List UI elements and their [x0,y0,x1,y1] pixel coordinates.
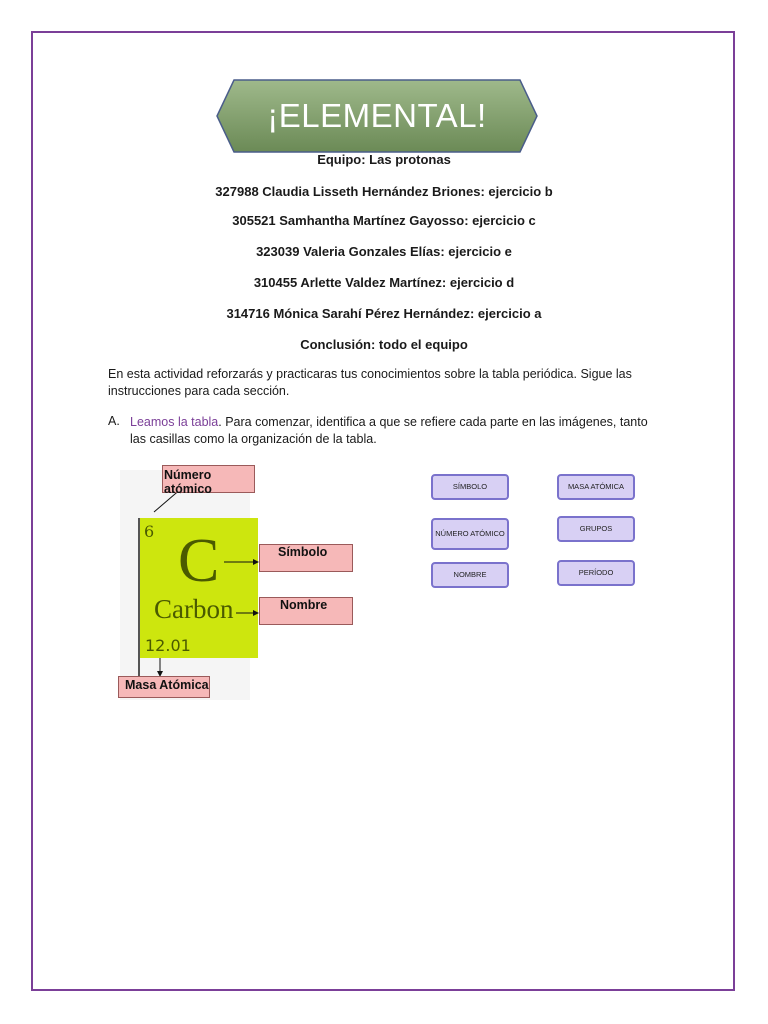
label-atomic-number: Número atómico [162,465,255,493]
element-name: Carbon [154,594,234,624]
page-title: ¡ELEMENTAL! [267,97,487,134]
section-a-text: las casillas como la organización de la tabla. [130,432,377,446]
section-a-text: . Para comenzar, identifica a que se refiere cada parte en las imágenes, tanto [218,415,648,429]
label-name: Nombre [259,597,353,625]
label-symbol: Símbolo [259,544,353,572]
intro-line: En esta actividad reforzarás y practicaras tus conocimientos sobre la tabla periódica. Sigue las [108,367,632,381]
conclusion-line: Conclusión: todo el equipo [300,337,468,352]
element-mass: 12.01 [145,636,191,655]
member-line: 323039 Valeria Gonzales Elías: ejercicio e [256,244,512,259]
section-a-heading: Leamos la tabla [130,415,219,429]
member-line: 314716 Mónica Sarahí Pérez Hernández: ejercicio a [226,306,542,321]
member-line: 310455 Arlette Valdez Martínez: ejercicio d [253,275,515,290]
member-line: 305521 Samhantha Martínez Gayosso: ejercicio c [232,213,536,228]
label-atomic-mass: Masa Atómica [118,676,210,698]
element-atomic-number: 6 [144,522,155,541]
chip-masa-atomica[interactable]: MASA ATÓMICA [557,474,635,500]
chip-numero-atomico[interactable]: NÚMERO ATÓMICO [431,518,509,550]
chip-simbolo[interactable]: SÍMBOLO [431,474,509,500]
member-line: 327988 Claudia Lisseth Hernández Briones: ejercicio b [215,184,553,199]
chip-nombre[interactable]: NOMBRE [431,562,509,588]
chip-grupos[interactable]: GRUPOS [557,516,635,542]
element-symbol: C [178,527,220,595]
team-name: Equipo: Las protonas [317,152,451,167]
chip-periodo[interactable]: PERÍODO [557,560,635,586]
intro-line: instrucciones para cada sección. [108,384,290,398]
list-marker: A. [108,414,120,428]
